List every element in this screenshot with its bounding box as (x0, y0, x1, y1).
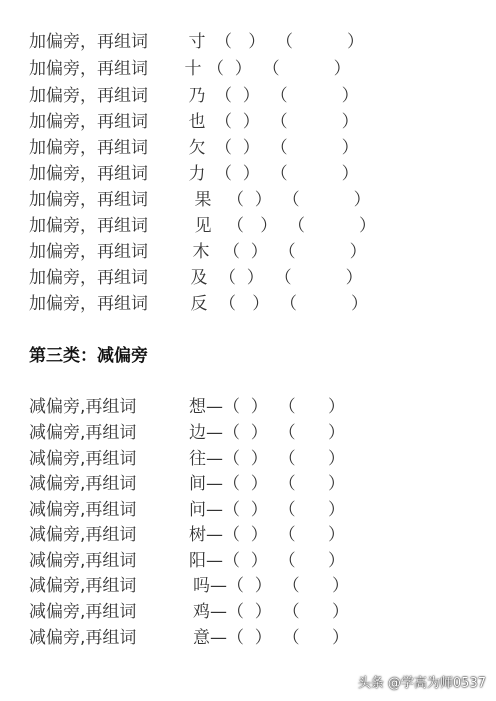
row-prompt: 减偏旁,再组词 (29, 397, 137, 417)
row-char: 见 (194, 216, 212, 236)
subtract-row (29, 625, 349, 651)
subtract-row (29, 522, 345, 548)
subtract-row (29, 471, 345, 497)
row-prompt: 减偏旁,再组词 (29, 628, 137, 648)
add-row (29, 291, 368, 317)
add-row (29, 239, 367, 265)
add-row (29, 83, 359, 109)
row-prompt: 减偏旁,再组词 (29, 500, 137, 520)
row-char: 吗— (193, 576, 227, 596)
row-prompt: 减偏旁,再组词 (29, 449, 137, 469)
row-prompt: 加偏旁，再组词 (29, 216, 148, 236)
row-blanks: （ ） （ ） (223, 500, 346, 520)
subtract-row (29, 446, 345, 472)
row-blanks: （ ） （ ） (227, 628, 350, 648)
row-blanks: （ ） （ ） (223, 474, 346, 494)
row-blanks: （ ） （ ） (215, 112, 359, 132)
section-heading: 第三类：减偏旁 (29, 346, 148, 366)
row-char: 也 (188, 112, 206, 132)
subtract-row (29, 599, 349, 625)
row-char: 木 (192, 242, 210, 262)
row-char: 寸 (188, 32, 206, 52)
row-char: 力 (188, 164, 206, 184)
row-blanks: （ ） （ ） (207, 59, 351, 79)
row-char: 欠 (188, 138, 206, 158)
add-row (29, 161, 359, 187)
row-blanks: （ ） （ ） (219, 294, 369, 314)
row-prompt: 加偏旁，再组词 (29, 112, 148, 132)
subtract-row (29, 497, 345, 523)
row-char: 反 (190, 294, 208, 314)
row-prompt: 加偏旁，再组词 (29, 268, 148, 288)
watermark: 头条 @学高为师0537 (357, 676, 486, 691)
row-prompt: 减偏旁,再组词 (29, 474, 137, 494)
row-char: 想— (189, 397, 223, 417)
row-prompt: 加偏旁，再组词 (29, 190, 148, 210)
row-blanks: （ ） （ ） (223, 525, 346, 545)
row-char: 乃 (188, 86, 206, 106)
add-row (29, 109, 359, 135)
row-blanks: （ ） （ ） (223, 242, 367, 262)
row-blanks: （ ） （ ） (223, 551, 346, 571)
row-prompt: 加偏旁，再组词 (29, 86, 148, 106)
row-blanks: （ ） （ ） (227, 190, 371, 210)
row-blanks: （ ） （ ） (227, 576, 350, 596)
row-char: 及 (190, 268, 208, 288)
row-prompt: 减偏旁,再组词 (29, 551, 137, 571)
row-blanks: （ ） （ ） (215, 164, 359, 184)
subtract-row (29, 394, 345, 420)
row-blanks: （ ） （ ） (215, 86, 359, 106)
row-prompt: 加偏旁，再组词 (29, 242, 148, 262)
row-char: 阳— (189, 551, 223, 571)
add-row (29, 265, 363, 291)
add-row (29, 187, 371, 213)
row-char: 果 (194, 190, 212, 210)
row-prompt: 减偏旁,再组词 (29, 602, 137, 622)
row-blanks: （ ） （ ） (223, 423, 346, 443)
row-prompt: 加偏旁，再组词 (29, 294, 148, 314)
row-prompt: 减偏旁,再组词 (29, 525, 137, 545)
row-char: 鸡— (193, 602, 227, 622)
add-row (29, 135, 359, 161)
row-char: 树— (189, 525, 223, 545)
subtract-row (29, 573, 349, 599)
row-blanks: （ ） （ ） (215, 32, 365, 52)
row-blanks: （ ） （ ） (219, 268, 363, 288)
row-prompt: 减偏旁,再组词 (29, 576, 137, 596)
row-prompt: 加偏旁，再组词 (29, 32, 148, 52)
row-blanks: （ ） （ ） (227, 216, 377, 236)
row-blanks: （ ） （ ） (215, 138, 359, 158)
row-char: 间— (189, 474, 223, 494)
row-char: 意— (193, 628, 227, 648)
row-prompt: 加偏旁，再组词 (29, 59, 148, 79)
row-char: 往— (189, 449, 223, 469)
row-prompt: 加偏旁，再组词 (29, 138, 148, 158)
row-blanks: （ ） （ ） (223, 449, 346, 469)
add-row (29, 213, 376, 239)
row-blanks: （ ） （ ） (227, 602, 350, 622)
subtract-row (29, 420, 345, 446)
row-prompt: 减偏旁,再组词 (29, 423, 137, 443)
row-char: 十 (184, 59, 202, 79)
row-char: 边— (189, 423, 223, 443)
row-char: 问— (189, 500, 223, 520)
add-row (29, 56, 351, 82)
add-row (29, 29, 364, 55)
subtract-row (29, 548, 345, 574)
row-prompt: 加偏旁，再组词 (29, 164, 148, 184)
row-blanks: （ ） （ ） (223, 397, 346, 417)
